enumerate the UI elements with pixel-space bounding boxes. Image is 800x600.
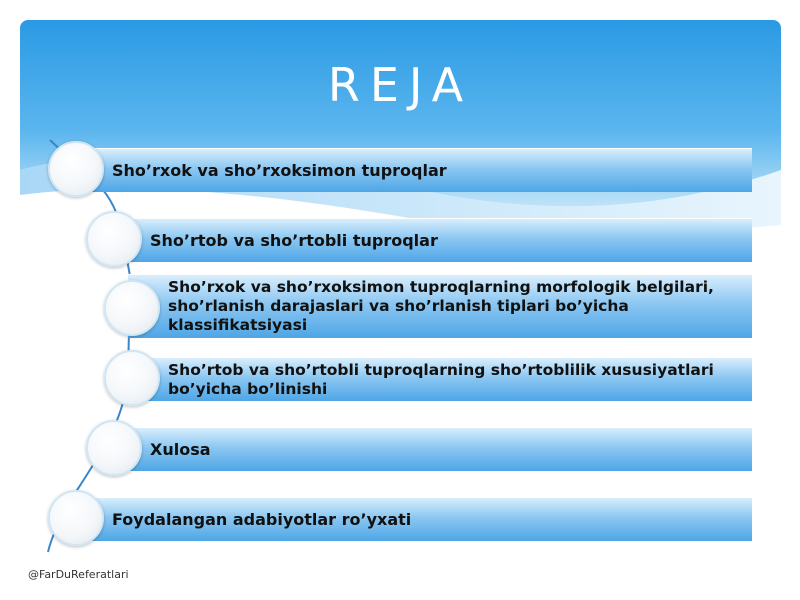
list-item-label: Sho’rtob va sho’rtobli tuproqlarning sho’rtoblilik xususiyatlari bo’yicha bo’linishi <box>168 360 714 398</box>
bullet-circle <box>104 350 160 406</box>
bullet-circle <box>48 141 104 197</box>
watermark-label: @FarDuReferatlari <box>28 568 129 581</box>
list-item-label: Sho’rxok va sho’rxoksimon tuproqlar <box>112 161 447 180</box>
list-item-label: Xulosa <box>150 440 211 459</box>
list-item <box>72 497 752 541</box>
bullet-circle <box>86 420 142 476</box>
list-item <box>128 357 752 401</box>
list-item <box>110 218 752 262</box>
bullet-circle <box>48 490 104 546</box>
list-item-label: Sho’rxok va sho’rxoksimon tuproqlarning morfologik belgilari, sho’rlanish darajaslari va sho’rlanish tiplari bo’yicha klassifikatsiyasi <box>168 278 714 334</box>
list-item-label: Sho’rtob va sho’rtobli tuproqlar <box>150 231 438 250</box>
list-item <box>128 274 752 338</box>
list-item-label: Foydalangan adabiyotlar ro’yxati <box>112 510 412 529</box>
list-item <box>72 148 752 192</box>
list-item <box>110 427 752 471</box>
slide-title: REJA <box>327 58 474 112</box>
bullet-circle <box>86 211 142 267</box>
bullet-circle <box>104 280 160 336</box>
